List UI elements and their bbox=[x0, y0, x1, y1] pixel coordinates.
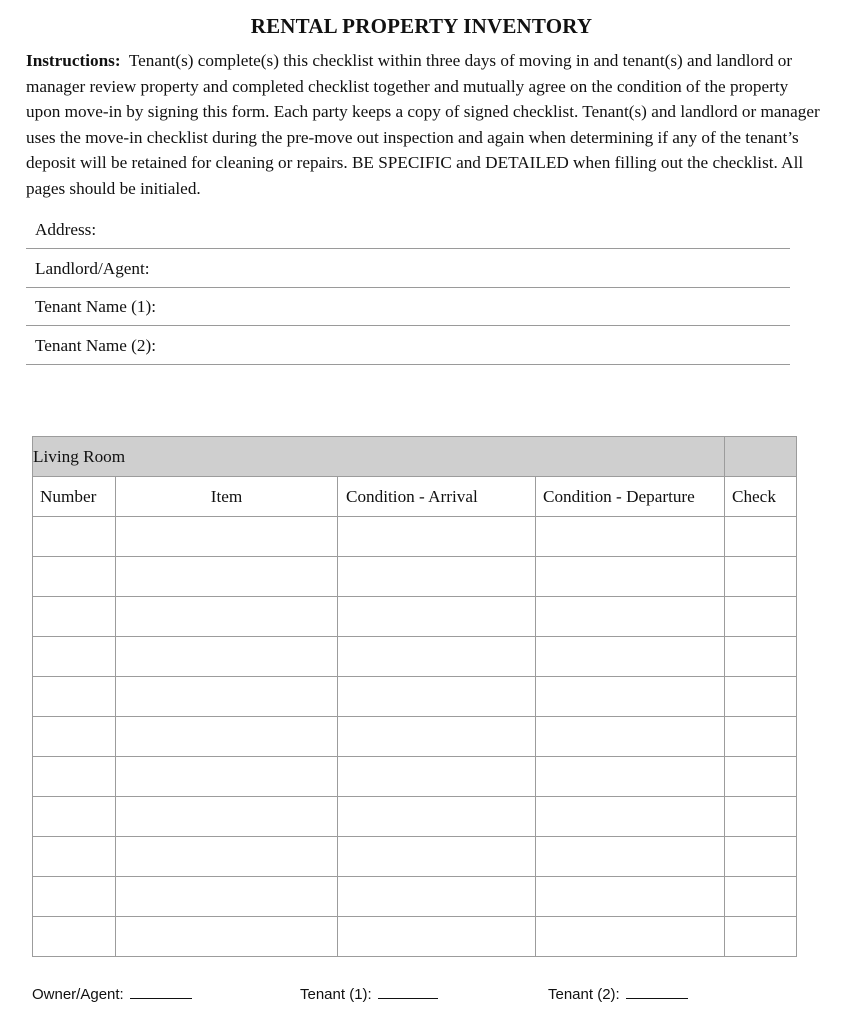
owner-agent-label: Owner/Agent: bbox=[32, 986, 124, 1003]
cell-item[interactable] bbox=[116, 797, 338, 837]
table-row bbox=[33, 557, 797, 597]
cell-condition-arrival[interactable] bbox=[338, 717, 536, 757]
cell-condition-departure[interactable] bbox=[536, 597, 725, 637]
instructions-label: Instructions: bbox=[26, 51, 121, 70]
inventory-table bbox=[32, 436, 797, 957]
column-header-item: Item bbox=[116, 477, 338, 517]
cell-condition-departure[interactable] bbox=[536, 877, 725, 917]
cell-condition-arrival[interactable] bbox=[338, 877, 536, 917]
owner-agent-initial-line[interactable] bbox=[130, 984, 192, 999]
cell-item[interactable] bbox=[116, 677, 338, 717]
cell-condition-departure[interactable] bbox=[536, 757, 725, 797]
cell-item[interactable] bbox=[116, 837, 338, 877]
landlord-agent-field[interactable] bbox=[26, 250, 790, 288]
cell-condition-departure[interactable] bbox=[536, 557, 725, 597]
cell-number[interactable] bbox=[33, 877, 116, 917]
cell-number[interactable] bbox=[33, 757, 116, 797]
cell-condition-departure[interactable] bbox=[536, 637, 725, 677]
cell-number[interactable] bbox=[33, 557, 116, 597]
section-title: Living Room bbox=[33, 437, 725, 477]
cell-condition-departure[interactable] bbox=[536, 517, 725, 557]
table-row bbox=[33, 757, 797, 797]
tenant-2-signature[interactable] bbox=[548, 984, 688, 1003]
cell-number[interactable] bbox=[33, 637, 116, 677]
cell-check[interactable] bbox=[725, 597, 797, 637]
cell-condition-arrival[interactable] bbox=[338, 557, 536, 597]
owner-agent-signature[interactable] bbox=[32, 984, 192, 1003]
section-check-cell bbox=[725, 437, 797, 477]
cell-check[interactable] bbox=[725, 557, 797, 597]
cell-number[interactable] bbox=[33, 517, 116, 557]
cell-condition-arrival[interactable] bbox=[338, 637, 536, 677]
table-row bbox=[33, 637, 797, 677]
cell-number[interactable] bbox=[33, 677, 116, 717]
tenant-2-initial-line[interactable] bbox=[626, 984, 688, 999]
page-title: RENTAL PROPERTY INVENTORY bbox=[250, 14, 593, 38]
address-label: Address: bbox=[35, 220, 97, 239]
cell-condition-arrival[interactable] bbox=[338, 757, 536, 797]
cell-condition-arrival[interactable] bbox=[338, 597, 536, 637]
cell-condition-arrival[interactable] bbox=[338, 677, 536, 717]
cell-check[interactable] bbox=[725, 717, 797, 757]
cell-item[interactable] bbox=[116, 717, 338, 757]
cell-item[interactable] bbox=[116, 637, 338, 677]
cell-number[interactable] bbox=[33, 797, 116, 837]
cell-number[interactable] bbox=[33, 837, 116, 877]
cell-condition-departure[interactable] bbox=[536, 797, 725, 837]
cell-check[interactable] bbox=[725, 637, 797, 677]
table-row bbox=[33, 837, 797, 877]
tenant-name-1-label: Tenant Name (1): bbox=[35, 297, 156, 316]
tenant-name-2-label: Tenant Name (2): bbox=[35, 336, 156, 355]
cell-condition-departure[interactable] bbox=[536, 837, 725, 877]
cell-item[interactable] bbox=[116, 557, 338, 597]
table-row bbox=[33, 717, 797, 757]
cell-condition-arrival[interactable] bbox=[338, 837, 536, 877]
tenant-name-1-field[interactable] bbox=[26, 288, 790, 326]
tenant-2-label: Tenant (2): bbox=[548, 986, 620, 1003]
table-row bbox=[33, 517, 797, 557]
column-header-check: Check bbox=[725, 477, 797, 517]
cell-condition-departure[interactable] bbox=[536, 917, 725, 957]
table-row bbox=[33, 677, 797, 717]
landlord-agent-label: Landlord/Agent: bbox=[35, 259, 150, 278]
cell-condition-departure[interactable] bbox=[536, 717, 725, 757]
column-header-condition-arrival: Condition - Arrival bbox=[338, 477, 536, 517]
cell-check[interactable] bbox=[725, 837, 797, 877]
cell-item[interactable] bbox=[116, 517, 338, 557]
cell-number[interactable] bbox=[33, 717, 116, 757]
cell-check[interactable] bbox=[725, 877, 797, 917]
tenant-1-signature[interactable] bbox=[300, 984, 438, 1003]
section-header-row bbox=[33, 437, 797, 477]
cell-condition-departure[interactable] bbox=[536, 677, 725, 717]
cell-condition-arrival[interactable] bbox=[338, 917, 536, 957]
cell-number[interactable] bbox=[33, 917, 116, 957]
cell-check[interactable] bbox=[725, 677, 797, 717]
address-field[interactable] bbox=[26, 211, 790, 249]
table-row bbox=[33, 917, 797, 957]
column-header-number: Number bbox=[33, 477, 116, 517]
column-header-condition-departure: Condition - Departure bbox=[536, 477, 725, 517]
cell-item[interactable] bbox=[116, 757, 338, 797]
table-row bbox=[33, 597, 797, 637]
instructions-text: Tenant(s) complete(s) this checklist within three days of moving in and tenant(s) and landlord or manager review property and completed checklist together and mutually agree on the condition of the property upon move-in by signing this form. Each party keeps a copy of signed checklist. Tenant(s) and landlord or manager uses the move-in checklist during the pre-move out inspection and again when determining if any of the tenant’s deposit will be retained for cleaning or repairs. BE SPECIFIC and DETAILED when filling out the checklist. All pages should be initialed. bbox=[26, 51, 820, 198]
cell-check[interactable] bbox=[725, 517, 797, 557]
tenant-name-2-field[interactable] bbox=[26, 327, 790, 365]
cell-number[interactable] bbox=[33, 597, 116, 637]
column-header-row bbox=[33, 477, 797, 517]
table-row bbox=[33, 797, 797, 837]
tenant-1-initial-line[interactable] bbox=[378, 984, 438, 999]
tenant-1-label: Tenant (1): bbox=[300, 986, 372, 1003]
cell-check[interactable] bbox=[725, 797, 797, 837]
cell-condition-arrival[interactable] bbox=[338, 797, 536, 837]
instructions-paragraph bbox=[26, 48, 826, 201]
table-row bbox=[33, 877, 797, 917]
cell-check[interactable] bbox=[725, 917, 797, 957]
cell-condition-arrival[interactable] bbox=[338, 517, 536, 557]
cell-item[interactable] bbox=[116, 597, 338, 637]
cell-item[interactable] bbox=[116, 917, 338, 957]
cell-check[interactable] bbox=[725, 757, 797, 797]
cell-item[interactable] bbox=[116, 877, 338, 917]
